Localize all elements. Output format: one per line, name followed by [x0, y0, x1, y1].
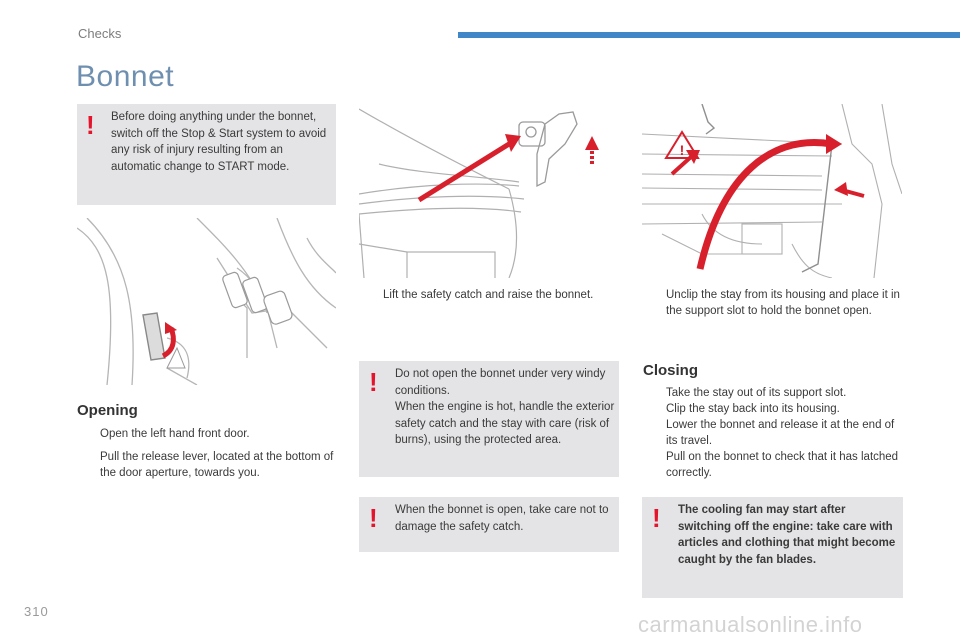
- warning-icon: !: [369, 503, 378, 533]
- page-number: 310: [24, 604, 49, 619]
- lift-step: Lift the safety catch and raise the bonnet.: [383, 289, 594, 301]
- warning-text: When the bonnet is open, take care not to damage the safety catch.: [395, 504, 609, 533]
- closing-step-1: Take the stay out of its support slot.: [666, 387, 847, 399]
- page-title: Bonnet: [76, 60, 175, 93]
- warning-text: The cooling fan may start after switching off the engine: take care with articles and clothing that might become caught by the fan blades.: [678, 504, 896, 566]
- warning-box-windy: [359, 361, 619, 477]
- closing-step-4: Pull on the bonnet to check that it has latched correctly.: [666, 451, 899, 479]
- warning-text: Before doing anything under the bonnet, switch off the Stop & Start system to avoid any risk of injury resulting from an automatic change to START mode.: [111, 111, 327, 173]
- safety-catch-illustration: [359, 104, 619, 278]
- closing-step-3: Lower the bonnet and release it at the end of its travel.: [666, 419, 895, 447]
- warning-box-safety-catch: [359, 497, 619, 552]
- warning-box-cooling-fan: [642, 497, 903, 598]
- opening-step-1: Open the left hand front door.: [100, 428, 250, 440]
- release-lever-illustration: [77, 218, 336, 385]
- warning-icon: !: [652, 503, 661, 533]
- warning-text-hot-engine: When the engine is hot, handle the exterior safety catch and the stay with care (risk of burns), using the protected area.: [395, 401, 615, 446]
- closing-heading: Closing: [643, 362, 698, 379]
- opening-step-2: Pull the release lever, located at the bottom of the door aperture, towards you.: [100, 451, 334, 479]
- warning-icon: !: [86, 110, 95, 140]
- section-label: Checks: [78, 26, 122, 41]
- stay-step: Unclip the stay from its housing and place it in the support slot to hold the bonnet open.: [666, 289, 900, 317]
- header-accent-bar: [458, 32, 960, 38]
- warning-icon: !: [369, 367, 378, 397]
- warning-box-stop-start: [77, 104, 336, 205]
- opening-heading: Opening: [77, 402, 138, 419]
- watermark: carmanualsonline.info: [638, 612, 863, 637]
- bonnet-stay-illustration: [642, 104, 902, 278]
- svg-text:!: !: [679, 142, 685, 158]
- closing-step-2: Clip the stay back into its housing.: [666, 403, 840, 415]
- warning-text-windy: Do not open the bonnet under very windy conditions.: [395, 368, 606, 397]
